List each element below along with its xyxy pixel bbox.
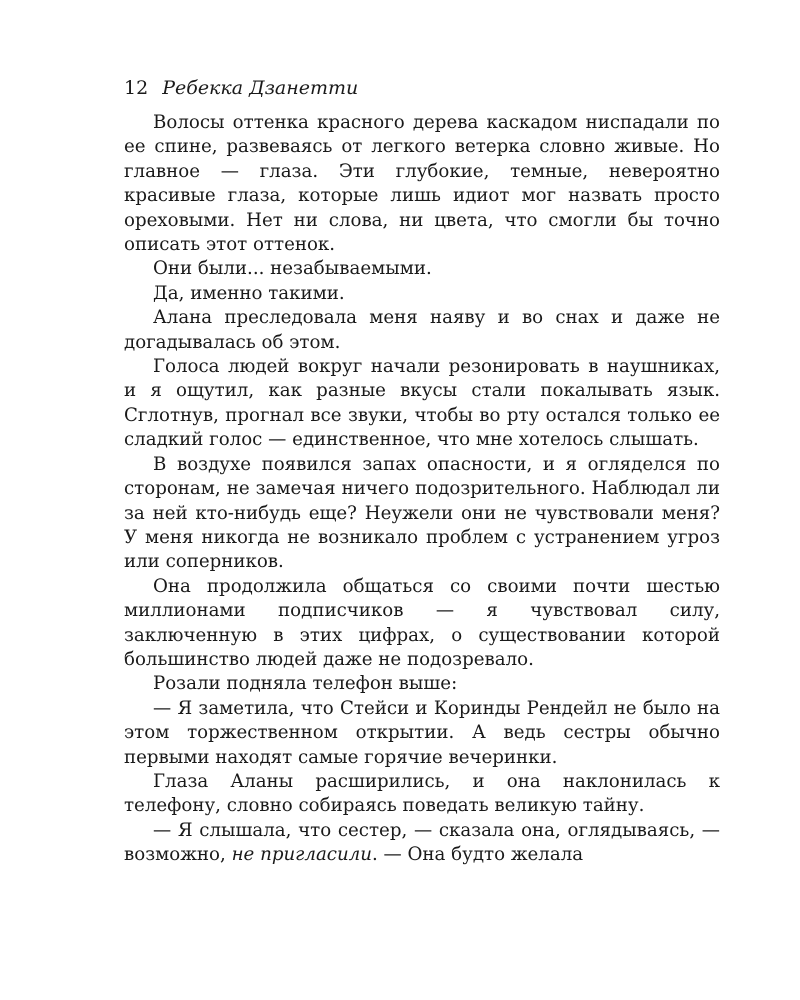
paragraph: Алана преследовала меня наяву и во снах и даже не догадывалась об этом. [124,307,720,353]
page-number: 12 [124,77,149,99]
author-name: Ребекка Дзанетти [162,77,359,99]
paragraph: Она продолжила общаться со своими почти шестью миллионами подписчиков — я чувствовал силу, заключенную в этих цифрах, о существовании которой большинство людей даже не подозревало. [124,575,720,670]
paragraph: Они были... незабываемыми. [153,258,432,280]
paragraph: Волосы оттенка красного дерева каскадом ниспадали по ее спине, развеваясь от легкого ветерка словно живые. Но главное — глаза. Эти глубокие, темные, невероятно красивые глаза, которые лишь идиот мог назвать просто ореховыми. Нет ни слова, ни цвета, что смогли бы точно описать этот оттенок. [124,112,720,256]
paragraph: В воздухе появился запах опасности, и я огляделся по сторонам, не замечая ничего подозрительного. Наблюдал ли за ней кто-нибудь еще? Неужели они не чувствовали меня? У меня никогда не возникало проблем с устранением угроз или соперников. [124,453,720,573]
last-paragraph-tail: . — Она будто желала [371,844,584,866]
paragraph: Розали подняла телефон выше: [153,673,458,695]
paragraph-last [124,819,720,868]
paragraph: — Я заметила, что Стейси и Коринды Рендейл не было на этом торжественном открытии. А ведь сестры обычно первыми находят самые горячие вечеринки. [124,697,720,768]
paragraph: Голоса людей вокруг начали резонировать в наушниках, и я ощутил, как разные вкусы стали покалывать язык. Сглотнув, прогнал все звуки, чтобы во рту остался только ее сладкий голос — единственное, что мне хотелось слышать. [124,356,720,451]
paragraph: Глаза Аланы расширились, и она наклонилась к телефону, словно собираясь поведать великую тайну. [124,770,720,817]
last-paragraph-text: — Я слышала, что сестер, — сказала она, оглядываясь, — возможно, [124,819,720,866]
body-text [124,111,720,868]
paragraph: Да, именно такими. [153,282,345,304]
italic-emphasis: не пригласили [231,844,372,866]
running-header [124,76,358,100]
